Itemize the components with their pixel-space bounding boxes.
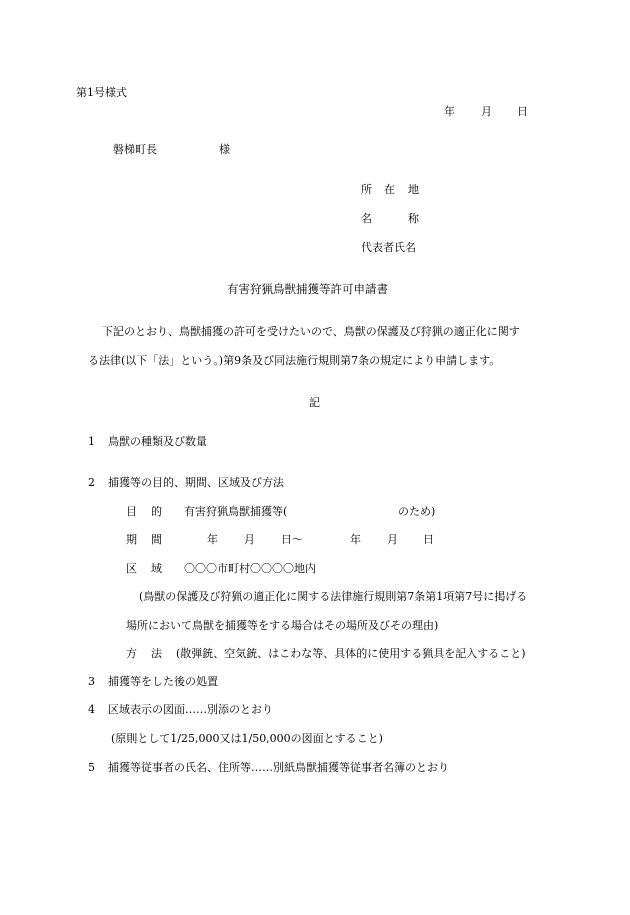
purpose-value: 有害狩猟鳥獣捕獲等(: [184, 505, 288, 518]
area-note-2: 場所において鳥獣を捕獲等をする場合はその場所及びその理由): [126, 619, 439, 632]
item-5-text: 捕獲等従事者の氏名、住所等……別紙鳥獣捕獲等従事者名簿のとおり: [108, 761, 449, 774]
purpose-label-1: 目: [126, 505, 137, 518]
name-label-1: 名: [361, 212, 372, 225]
item-3-num: 3: [88, 675, 95, 688]
representative-label: 代表者氏名: [361, 241, 416, 254]
body-line-1: 下記のとおり、鳥獣捕獲の許可を受けたいので、鳥獣の保護及び狩猟の適正化に関す: [102, 325, 520, 338]
method-label-1: 方: [126, 647, 137, 660]
purpose-label-2: 的: [151, 505, 162, 518]
period-end-year: 年: [350, 533, 361, 546]
area-label-1: 区: [126, 562, 137, 575]
item-3-text: 捕獲等をした後の処置: [108, 675, 218, 688]
date-year: 年: [444, 105, 455, 118]
addressee-name: 磐梯町長: [113, 143, 157, 156]
item-5-num: 5: [88, 761, 95, 774]
document-title: 有害狩猟鳥獣捕獲等許可申請書: [227, 282, 388, 296]
area-value: 〇〇〇市町村〇〇〇〇地内: [184, 562, 316, 575]
area-label-2: 域: [151, 562, 162, 575]
date-month: 月: [481, 105, 492, 118]
method-value: (散弾銃、空気銃、はこわな等、具体的に使用する猟具を記入すること): [176, 647, 526, 660]
address-label-3: 地: [408, 183, 419, 196]
period-end-month: 月: [387, 533, 398, 546]
address-label-1: 所: [361, 183, 372, 196]
area-note-1: (鳥獣の保護及び狩猟の適正化に関する法律施行規則第7条第1項第7号に掲げる: [139, 590, 528, 603]
item-1-text: 鳥獣の種類及び数量: [108, 435, 207, 448]
method-label-2: 法: [151, 647, 162, 660]
period-label-2: 間: [151, 533, 162, 546]
period-start-year: 年: [207, 533, 218, 546]
period-end-day: 日: [423, 533, 434, 546]
address-label-2: 在: [384, 183, 395, 196]
item-4-text: 区域表示の図面……別添のとおり: [108, 703, 273, 716]
period-start-day: 日〜: [281, 533, 303, 546]
period-label-1: 期: [126, 533, 137, 546]
purpose-suffix: のため): [398, 505, 436, 518]
item-2-text: 捕獲等の目的、期間、区域及び方法: [108, 476, 284, 489]
item-4-note: (原則として1/25,000又は1/50,000の図面とすること): [111, 732, 383, 745]
name-label-2: 称: [408, 212, 419, 225]
period-start-month: 月: [244, 533, 255, 546]
body-line-2: る法律(以下「法」という。)第9条及び同法施行規則第7条の規定により申請します。: [88, 354, 501, 367]
ki-heading: 記: [309, 396, 320, 409]
date-day: 日: [517, 105, 528, 118]
item-4-num: 4: [88, 703, 95, 716]
item-2-num: 2: [88, 476, 95, 489]
item-1-num: 1: [88, 435, 95, 448]
addressee-honorific: 様: [219, 143, 230, 156]
form-number: 第1号様式: [76, 86, 127, 99]
